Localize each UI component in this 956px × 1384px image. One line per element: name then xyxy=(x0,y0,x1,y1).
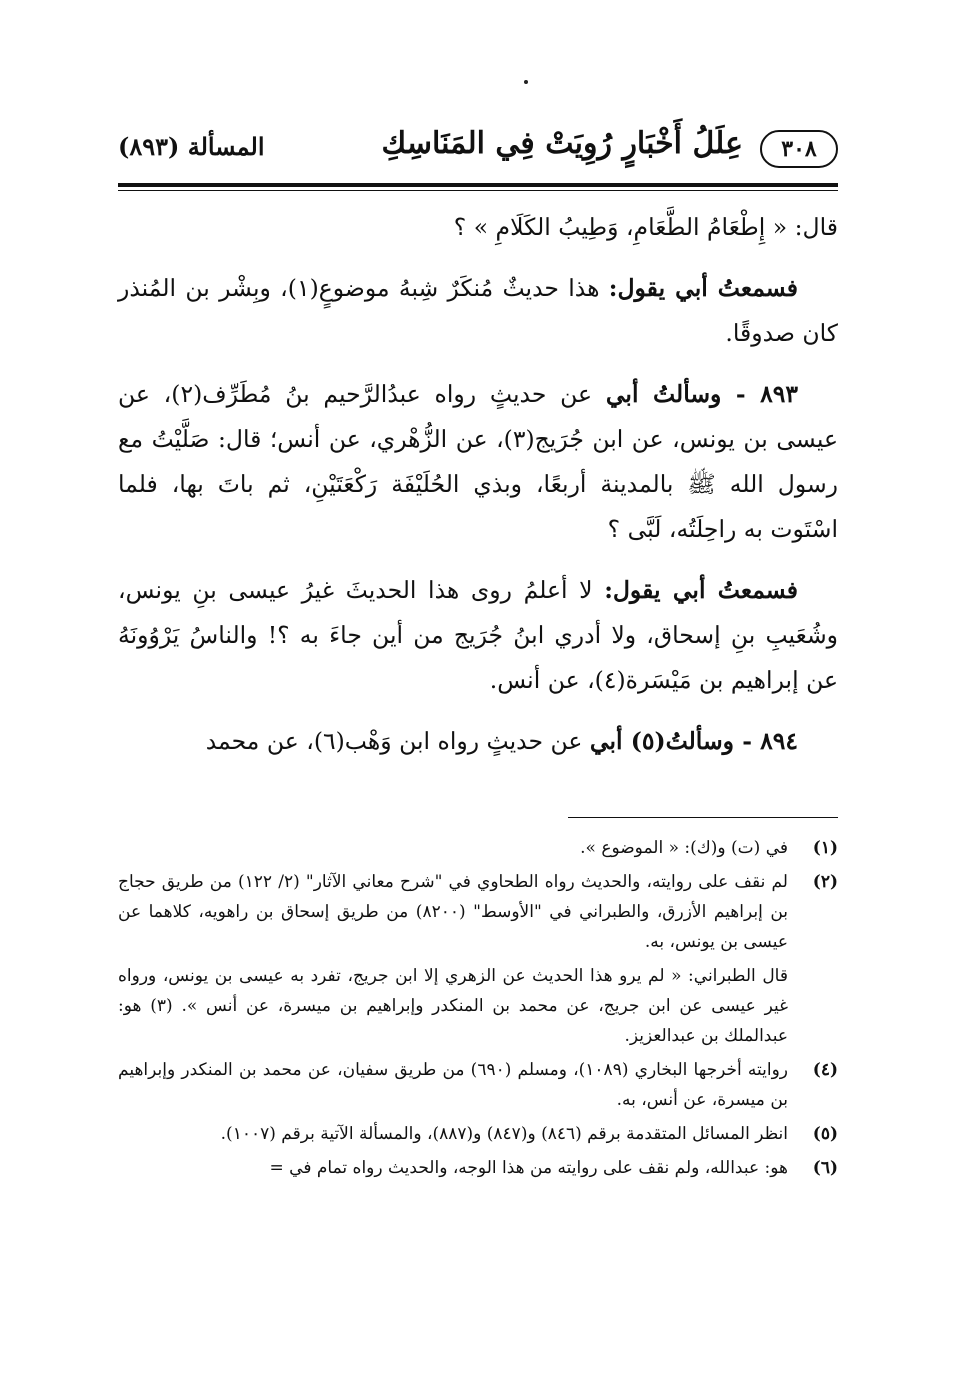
paragraph-1: قال: « إِطْعَامُ الطَّعَامِ، وَطِيبُ الكَلَامِ » ؟ xyxy=(453,213,838,241)
footnote-number: (٢) xyxy=(812,872,838,892)
paragraph-5-lead: ٨٩٤ - وسألتُ(٥) أبي xyxy=(589,727,798,755)
footnotes xyxy=(118,833,838,1187)
footnote xyxy=(118,833,838,863)
paragraph-3 xyxy=(118,372,838,552)
footnote-text: لم نقف على روايته، والحديث رواه الطحاوي في "شرح معاني الآثار" (٢/ ١٢٢) من طريق حجاج بن إبراهيم الأزرق، والطبراني في "الأوسط" (٨٢٠٠) من طريق إسحاق بن راهويه، كلاهما عن عيسى بن يونس، به. xyxy=(118,872,789,952)
paragraph-2-text: هذا حديثٌ مُنكَرٌ شِبهُ موضوعٍ(١)، وبِشْر بن المُنذر كان صدوقًا. xyxy=(118,274,838,347)
paragraph-4 xyxy=(118,568,838,703)
footnote xyxy=(118,961,838,1051)
footnote-number: (١) xyxy=(812,838,838,858)
footnote-text: روايته أخرجها البخاري (١٠٨٩)، ومسلم (٦٩٠) من طريق سفيان، عن محمد بن المنكدر وإبراهيم بن ميسرة، عن أنس، به. xyxy=(118,1060,788,1110)
footnote-number: (٦) xyxy=(812,1158,838,1178)
paragraph-5-text: عن حديثٍ رواه ابن وَهْب(٦)، عن محمد xyxy=(205,727,583,755)
footnote-text: هو: عبدالله، ولم نقف على روايته من هذا الوجه، والحديث رواه تمام في = xyxy=(269,1158,788,1178)
page-number: ٣٠٨ xyxy=(760,130,838,168)
page-header xyxy=(118,120,838,180)
paragraph-2-lead: فسمعتُ أبي يقول: xyxy=(608,274,798,302)
paragraph-5 xyxy=(118,719,838,764)
paragraph-4-text: لا أعلمُ روى هذا الحديثَ غيرُ عيسى بنِ يونس، وشُعَيبِ بنِ إسحاق، ولا أدري ابنُ جُرَيج من أين جاءَ به ؟! والناسُ يَرْوُونَهُ عن إبراهيم بن مَيْسَرة(٤)، عن أنس. xyxy=(118,576,838,694)
footnote-text: انظر المسائل المتقدمة برقم (٨٤٦) و(٨٤٧) و(٨٨٧)، والمسألة الآتية برقم (١٠٠٧). xyxy=(220,1124,788,1144)
footnote-text: قال الطبراني: « لم يرو هذا الحديث عن الزهري إلا ابن جريج، تفرد به عيسى بن يونس، ورواه غير عيسى عن ابن جريج، عن محمد بن المنكدر وإبراهيم بن ميسرة، عن أنس ». (٣) هو: عبدالملك بن عبدالعزيز. xyxy=(118,966,788,1046)
paragraph-3-text: عن حديثٍ رواه عبدُالرَّحيم بنُ مُطَرِّف(٢)، عن عيسى بن يونس، عن ابن جُرَيج(٣)، عن الزُّهْري، عن أنس؛ قال: صَلَّيْتُ مع رسول الله ﷺ بالمدينة أربعًا، وبذي الحُلَيْفَة رَكْعَتَيْنِ، ثم باتَ بها، فلما اسْتَوت به راحِلَتُه، لَبَّى ؟ xyxy=(118,380,838,543)
issue-label: المسألة (٨٩٣) xyxy=(118,132,265,161)
footnote-number: (٤) xyxy=(812,1060,838,1080)
paragraph-2 xyxy=(118,266,838,356)
footnote xyxy=(118,1153,838,1183)
top-dot xyxy=(524,80,528,84)
paragraph-4-lead: فسمعتُ أبي يقول: xyxy=(604,576,798,604)
book-title: عِلَلُ أَخْبَارٍ رُوِيَتْ فِي المَنَاسِكِ xyxy=(381,126,743,161)
header-rule-thin xyxy=(118,190,838,191)
main-text xyxy=(118,205,838,780)
footnote-text: في (ت) و(ك): « الموضوع ». xyxy=(580,838,788,858)
footnote xyxy=(118,1055,838,1115)
paragraph-3-lead: ٨٩٣ - وسألتُ أبي xyxy=(605,380,798,408)
footnote xyxy=(118,1119,838,1149)
header-rule-thick xyxy=(118,183,838,187)
footnote-separator xyxy=(568,817,838,818)
footnote-number: (٥) xyxy=(812,1124,838,1144)
footnote xyxy=(118,867,838,957)
